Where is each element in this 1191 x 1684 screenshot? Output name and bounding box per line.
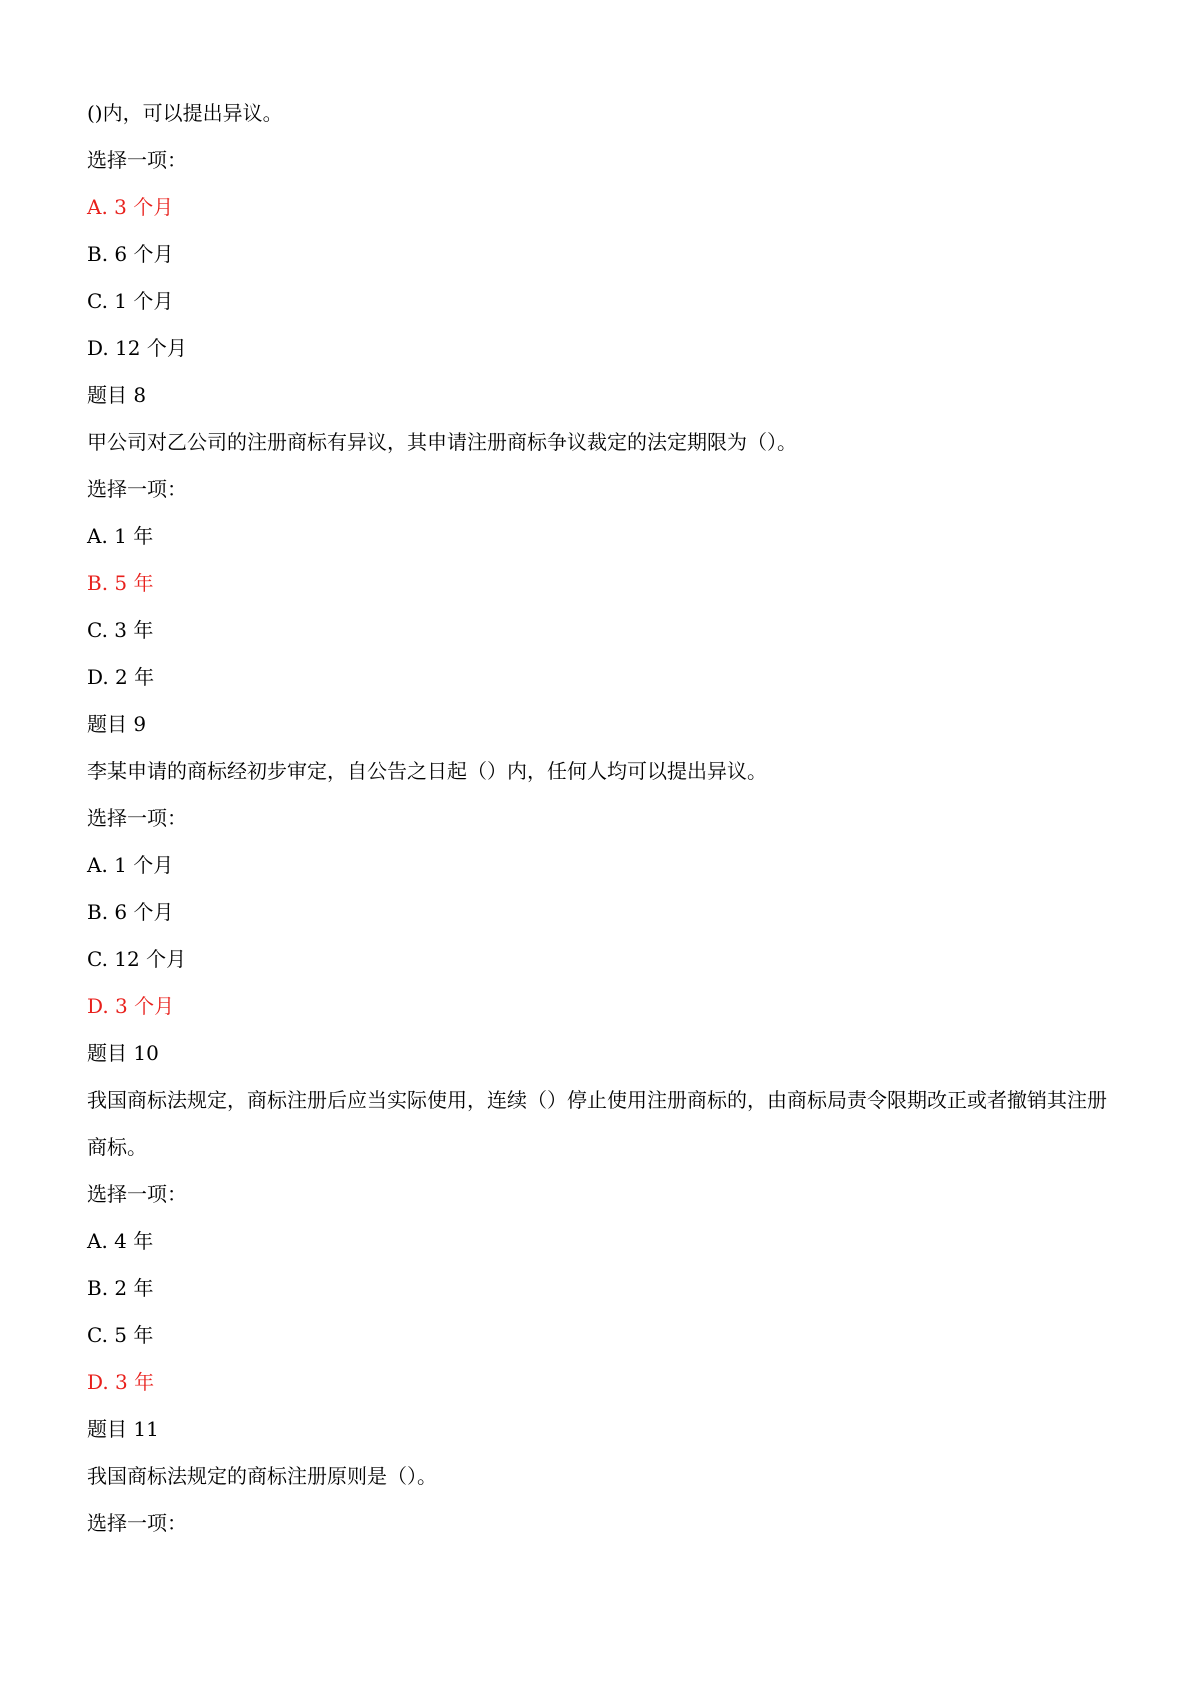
- question-8-option-a[interactable]: A. 1 年: [87, 524, 154, 548]
- question-10-prompt: 选择一项：: [87, 1182, 187, 1206]
- question-10-option-a[interactable]: A. 4 年: [87, 1229, 154, 1253]
- question-10-option-d[interactable]: D. 3 年: [87, 1370, 155, 1394]
- question-7-option-b[interactable]: B. 6 个月: [87, 242, 174, 266]
- question-10-option-b[interactable]: B. 2 年: [87, 1276, 154, 1300]
- question-7-text-tail: ()内，可以提出异议。: [87, 101, 283, 125]
- question-8-prompt: 选择一项：: [87, 477, 187, 501]
- question-11-prompt: 选择一项：: [87, 1511, 187, 1535]
- question-9-option-c[interactable]: C. 12 个月: [87, 947, 187, 971]
- question-10-text: 我国商标法规定，商标注册后应当实际使用，连续（）停止使用注册商标的，由商标局责令限期改正或者撤销其注册商标。: [87, 1088, 1107, 1159]
- question-8-text: 甲公司对乙公司的注册商标有异议，其申请注册商标争议裁定的法定期限为（）。: [87, 430, 797, 454]
- question-11-text: 我国商标法规定的商标注册原则是（）。: [87, 1464, 437, 1488]
- question-8-option-c[interactable]: C. 3 年: [87, 618, 154, 642]
- question-9-prompt: 选择一项：: [87, 806, 187, 830]
- question-10-option-c[interactable]: C. 5 年: [87, 1323, 154, 1347]
- question-10-title: 题目 10: [87, 1041, 159, 1065]
- question-7-prompt: 选择一项：: [87, 148, 187, 172]
- question-11-title: 题目 11: [87, 1417, 159, 1441]
- question-8-title: 题目 8: [87, 383, 147, 407]
- question-9-option-d[interactable]: D. 3 个月: [87, 994, 175, 1018]
- question-7-option-c[interactable]: C. 1 个月: [87, 289, 174, 313]
- question-9-title: 题目 9: [87, 712, 147, 736]
- question-7-option-d[interactable]: D. 12 个月: [87, 336, 187, 360]
- question-9-option-b[interactable]: B. 6 个月: [87, 900, 174, 924]
- document-page: [87, 90, 1107, 1547]
- question-7-option-a[interactable]: A. 3 个月: [87, 195, 174, 219]
- question-8-option-d[interactable]: D. 2 年: [87, 665, 155, 689]
- question-8-option-b[interactable]: B. 5 年: [87, 571, 154, 595]
- question-9-option-a[interactable]: A. 1 个月: [87, 853, 174, 877]
- question-9-text: 李某申请的商标经初步审定，自公告之日起（）内，任何人均可以提出异议。: [87, 759, 767, 783]
